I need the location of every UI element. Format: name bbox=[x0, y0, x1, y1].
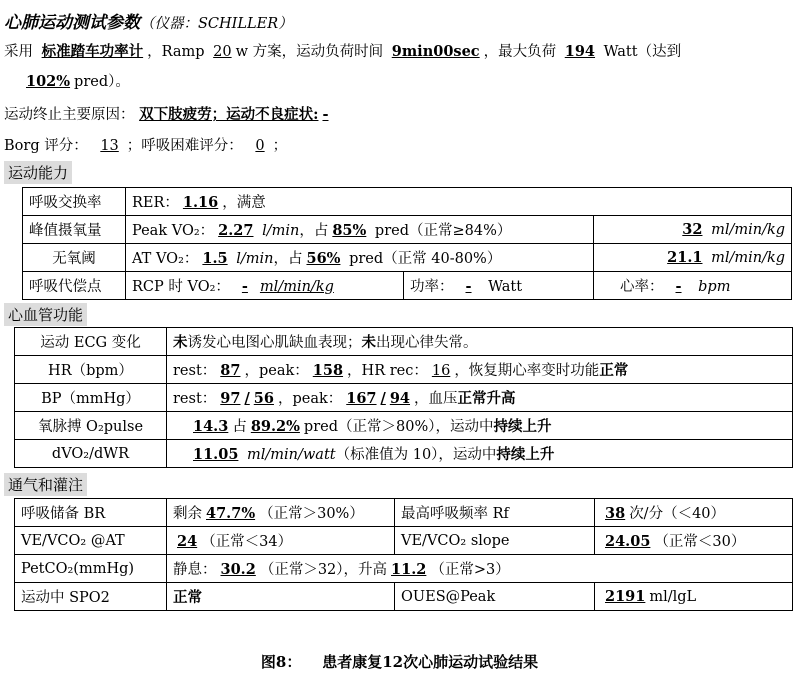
section-cardiovascular: 心血管功能 bbox=[4, 303, 87, 326]
table-row: HR（bpm） rest： 87 ，peak： 158 ，HR rec： 16 ，恢复期心率变时功能正常 bbox=[15, 356, 793, 384]
hr-peak-value: 158 bbox=[312, 362, 344, 379]
row-label: 峰值摄氧量 bbox=[23, 216, 126, 244]
cardio-table bbox=[14, 327, 793, 468]
hr-rec-value: 16 bbox=[431, 363, 451, 379]
at-percent-value: 56% bbox=[306, 250, 341, 267]
table-row: 呼吸储备 BR 剩余 47.7% （正常＞30%） 最高呼吸频率 Rf 38 次/分（＜40） bbox=[15, 499, 793, 527]
row-label: HR（bpm） bbox=[15, 356, 167, 384]
termination-reason: 双下肢疲劳；运动不良症状: bbox=[139, 106, 319, 123]
dvo2-value: 11.05 bbox=[193, 446, 239, 463]
at-kg-value: 21.1 bbox=[667, 249, 703, 266]
symptom-value: - bbox=[322, 106, 329, 123]
figure-caption bbox=[0, 651, 799, 672]
row-label: dVO₂/dWR bbox=[15, 440, 167, 468]
row-label: VE/VCO₂ @AT bbox=[15, 527, 167, 555]
table-row: 无氧阈 AT VO₂： 1.5 l/min，占 56% pred（正常 40-80%） 21.1 ml/min/kg bbox=[23, 244, 792, 272]
table-row: 氧脉搏 O₂pulse 14.3 占 89.2% pred（正常＞80%），运动中持续上升 bbox=[15, 412, 793, 440]
table-row: 峰值摄氧量 Peak VO₂： 2.27 l/min，占 85% pred（正常≥84%） 32 ml/min/kg bbox=[23, 216, 792, 244]
table-row: 运动 ECG 变化 未诱发心电图心肌缺血表现；未出现心律失常。 bbox=[15, 328, 793, 356]
ramp-value: 20 bbox=[213, 44, 232, 60]
protocol-line-2: 102% pred）。 bbox=[22, 70, 130, 91]
bp-rest-sys: 97 bbox=[220, 390, 241, 407]
rcp-vo2-value: - bbox=[241, 278, 248, 295]
table-row: PetCO₂(mmHg) 静息： 30.2 （正常＞32），升高 11.2 （正常>3） bbox=[15, 555, 793, 583]
ventilation-table bbox=[14, 498, 793, 611]
caption-text: 患者康复12次心肺运动试验结果 bbox=[322, 653, 539, 671]
max-load-value: 194 bbox=[564, 43, 596, 60]
percent-pred-value: 102% bbox=[26, 73, 71, 90]
device-value: 标准踏车功率计 bbox=[41, 43, 144, 60]
rcp-power-value: - bbox=[465, 278, 472, 295]
section-ventilation: 通气和灌注 bbox=[4, 473, 87, 496]
hr-rest-value: 87 bbox=[220, 362, 241, 379]
row-label: OUES@Peak bbox=[395, 583, 595, 611]
caption-label: 图8： bbox=[260, 653, 302, 671]
protocol-line: 采用 标准踏车功率计 ，Ramp 20 w 方案，运动负荷时间 9min00sec ，最大负荷 194 Watt（达到 bbox=[4, 43, 682, 60]
page-title: 心肺运动测试参数（仪器：SCHILLER） bbox=[4, 13, 293, 33]
row-label: 氧脉搏 O₂pulse bbox=[15, 412, 167, 440]
rcp-hr-value: - bbox=[675, 278, 682, 295]
row-label: 运动 ECG 变化 bbox=[15, 328, 167, 356]
row-label: PetCO₂(mmHg) bbox=[15, 555, 167, 583]
exercise-table bbox=[22, 187, 792, 300]
bp-peak-sys: 167 bbox=[346, 390, 377, 407]
row-label: 运动中 SPO2 bbox=[15, 583, 167, 611]
table-row: 呼吸代偿点 RCP 时 VO₂： - ml/min/kg 功率： - Watt 心率： - bpm bbox=[23, 272, 792, 300]
bp-peak-dia: 94 bbox=[389, 390, 411, 407]
row-label: 最高呼吸频率 Rf bbox=[395, 499, 595, 527]
dyspnea-value: 0 bbox=[255, 138, 265, 154]
rf-value: 38 bbox=[605, 505, 626, 522]
rer-value: 1.16 bbox=[182, 194, 219, 211]
bp-rest-dia: 56 bbox=[253, 390, 274, 407]
slope-value: 24.05 bbox=[605, 533, 651, 550]
oues-value: 2191 bbox=[605, 588, 646, 605]
peak-percent-value: 85% bbox=[332, 222, 367, 239]
termination-line: 运动终止主要原因： 双下肢疲劳；运动不良症状: - bbox=[4, 103, 333, 124]
veat-value: 24 bbox=[177, 533, 198, 550]
instrument-label: （仪器：SCHILLER） bbox=[140, 16, 293, 32]
peak-kg-value: 32 bbox=[682, 221, 703, 238]
table-row: BP（mmHg） rest： 97 / 56 ，peak： 167 / 94 ，血压正常升高 bbox=[15, 384, 793, 412]
table-row: 运动中 SPO2 正常 OUES@Peak 2191 ml/lgL bbox=[15, 583, 793, 611]
row-label: 无氧阈 bbox=[23, 244, 126, 272]
row-label: 呼吸储备 BR bbox=[15, 499, 167, 527]
petco2-rest-value: 30.2 bbox=[220, 561, 256, 578]
section-exercise-capacity: 运动能力 bbox=[4, 161, 72, 184]
peak-vo2-value: 2.27 bbox=[218, 222, 254, 239]
petco2-rise-value: 11.2 bbox=[391, 561, 427, 578]
o2pulse-value: 14.3 bbox=[193, 418, 229, 435]
table-row: dVO₂/dWR 11.05 ml/min/watt（标准值为 10），运动中持续上升 bbox=[15, 440, 793, 468]
duration-value: 9min00sec bbox=[391, 43, 480, 60]
borg-line: Borg 评分： 13 ；呼吸困难评分： 0 ； bbox=[4, 138, 288, 154]
table-row: 呼吸交换率 RER： 1.16 ，满意 bbox=[23, 188, 792, 216]
row-label: 呼吸交换率 bbox=[23, 188, 126, 216]
spo2-value: 正常 bbox=[167, 583, 395, 611]
at-vo2-value: 1.5 bbox=[202, 250, 228, 267]
borg-value: 13 bbox=[100, 138, 119, 154]
table-row: VE/VCO₂ @AT 24 （正常＜34） VE/VCO₂ slope 24.05 （正常＜30） bbox=[15, 527, 793, 555]
o2pulse-percent: 89.2% bbox=[250, 418, 300, 435]
row-label: 呼吸代偿点 bbox=[23, 272, 126, 300]
row-label: VE/VCO₂ slope bbox=[395, 527, 595, 555]
br-value: 47.7% bbox=[206, 505, 256, 522]
row-label: BP（mmHg） bbox=[15, 384, 167, 412]
